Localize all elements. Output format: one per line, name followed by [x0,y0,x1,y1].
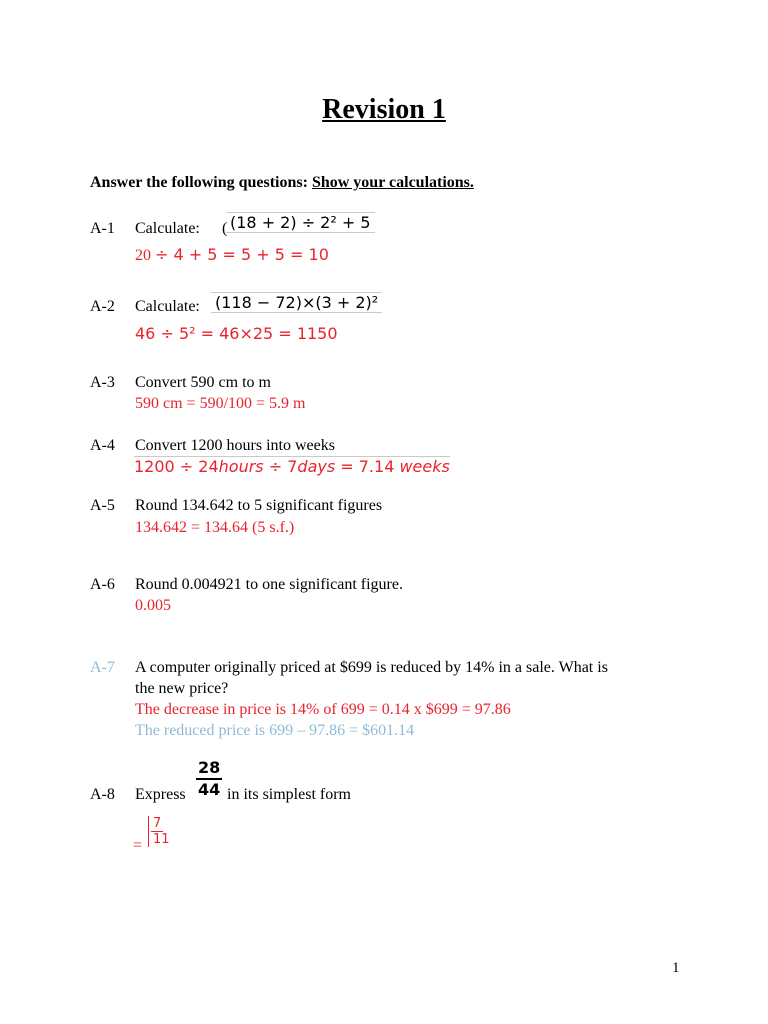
fraction-denominator: 44 [198,780,221,799]
answer-part: = 7.14 [335,457,400,476]
question-number: A-8 [90,786,115,803]
answer-part: ÷ 7 [263,457,298,476]
fraction [196,758,222,800]
instructions-lead: Answer the following questions: [90,174,308,191]
math-expression: (18 + 2) ÷ 2² + 5 [226,212,375,233]
answer: 46 ÷ 5² = 46×25 = 1150 [135,324,338,343]
answer [134,456,450,476]
question-prompt: Convert 590 cm to m [135,374,271,391]
question-prompt-post: in its simplest form [227,786,351,803]
answer-denominator: 11 [153,832,170,847]
question-prompt: A computer originally priced at $699 is reduced by 14% in a sale. What is [135,659,608,676]
question-prompt-pre: Express [135,786,186,803]
open-parenthesis: ( [222,220,228,237]
question-number: A-5 [90,497,115,514]
fraction-numerator: 28 [196,758,222,780]
answer: 134.642 = 134.64 (5 s.f.) [135,519,295,536]
question-prompt: Convert 1200 hours into weeks [135,437,335,454]
math-expression: (118 − 72)×(3 + 2)² [211,292,382,313]
answer-unit-weeks: weeks [399,457,450,476]
page-title: Revision 1 [322,94,446,125]
question-prompt-continued: the new price? [135,680,229,697]
answer-unit-days: days [297,457,336,476]
question-prompt: Calculate: [135,220,200,237]
answer-part: 1200 ÷ 24 [134,457,219,476]
instructions-emphasis: Show your calculations. [311,174,474,191]
answer-fraction [148,816,172,847]
question-number: A-4 [90,437,115,454]
answer: 590 cm = 590/100 = 5.9 m [135,395,306,412]
question-prompt: Round 134.642 to 5 significant figures [135,497,383,514]
instructions [90,174,474,192]
answer-equals: = [133,837,143,854]
question-number: A-6 [90,576,115,593]
answer: The decrease in price is 14% of 699 = 0.14 x $699 = 97.86 [135,701,511,718]
answer-numerator: 7 [153,816,162,831]
answer-final: The reduced price is 699 – 97.86 = $601.14 [135,722,415,739]
answer-prefix: 20 [135,247,151,264]
answer: ÷ 4 + 5 = 5 + 5 = 10 [155,245,329,264]
page-number: 1 [672,960,680,976]
question-number: A-3 [90,374,115,391]
answer-unit-hours: hours [218,457,264,476]
question-number: A-7 [90,659,115,676]
question-prompt: Round 0.004921 to one significant figure. [135,576,403,593]
question-number: A-2 [90,298,115,315]
answer: 0.005 [135,597,171,614]
question-number: A-1 [90,220,115,237]
question-prompt: Calculate: [135,298,200,315]
